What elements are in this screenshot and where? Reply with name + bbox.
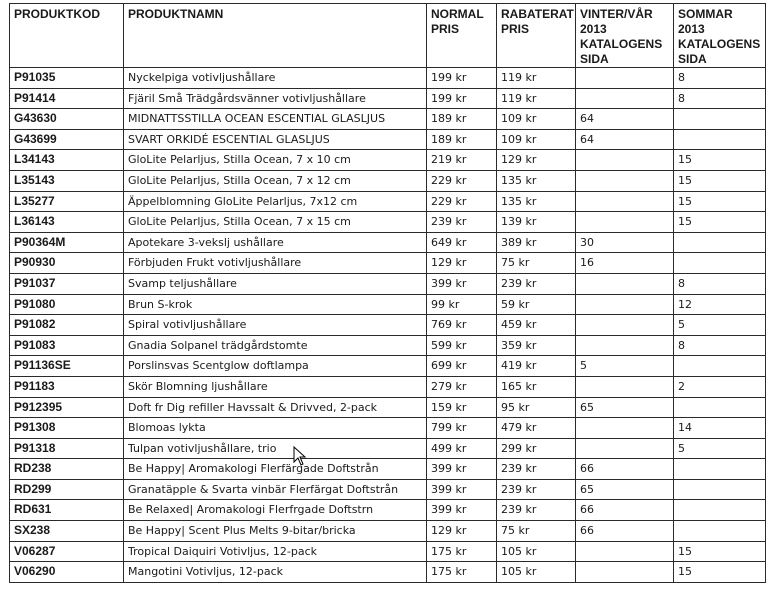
summer-page-cell <box>674 232 766 253</box>
discounted-price-cell: 165 kr <box>497 376 576 397</box>
product-code-cell: G43630 <box>10 109 124 130</box>
winter-page-cell: 65 <box>576 479 674 500</box>
winter-page-cell <box>576 273 674 294</box>
discounted-price-cell: 389 kr <box>497 232 576 253</box>
winter-page-cell <box>576 212 674 233</box>
summer-page-cell: 14 <box>674 418 766 439</box>
table-row <box>10 521 766 542</box>
product-code-cell: P91318 <box>10 438 124 459</box>
discounted-price-cell: 299 kr <box>497 438 576 459</box>
winter-page-cell: 5 <box>576 356 674 377</box>
table-row <box>10 562 766 583</box>
product-name-cell: Be Relaxed| Aromakologi Flerfrgade Doftstrn <box>124 500 427 521</box>
normal-price-cell: 499 kr <box>427 438 497 459</box>
summer-page-cell <box>674 479 766 500</box>
product-code-cell: L35277 <box>10 191 124 212</box>
winter-page-cell <box>576 376 674 397</box>
product-name-cell: Svamp teljushållare <box>124 273 427 294</box>
product-name-cell: Apotekare 3-vekslj ushållare <box>124 232 427 253</box>
header-winter-spring-page: VINTER/VÅR 2013 KATALOGENS SIDA <box>576 4 674 68</box>
table-row <box>10 129 766 150</box>
winter-page-cell <box>576 418 674 439</box>
product-table <box>9 3 766 583</box>
table-row <box>10 191 766 212</box>
product-name-cell: Brun S-krok <box>124 294 427 315</box>
summer-page-cell: 15 <box>674 191 766 212</box>
normal-price-cell: 399 kr <box>427 479 497 500</box>
discounted-price-cell: 75 kr <box>497 253 576 274</box>
product-code-cell: P91083 <box>10 335 124 356</box>
product-name-cell: Gnadia Solpanel trädgårdstomte <box>124 335 427 356</box>
winter-page-cell: 66 <box>576 459 674 480</box>
product-name-cell: Fjäril Små Trädgårdsvänner votivljushållare <box>124 88 427 109</box>
product-name-cell: Be Happy| Aromakologi Flerfärgade Doftstrån <box>124 459 427 480</box>
normal-price-cell: 189 kr <box>427 109 497 130</box>
winter-page-cell: 16 <box>576 253 674 274</box>
header-row <box>10 4 766 68</box>
product-code-cell: RD299 <box>10 479 124 500</box>
winter-page-cell: 66 <box>576 521 674 542</box>
product-name-cell: Spiral votivljushållare <box>124 315 427 336</box>
normal-price-cell: 229 kr <box>427 170 497 191</box>
product-name-cell: Blomoas lykta <box>124 418 427 439</box>
normal-price-cell: 599 kr <box>427 335 497 356</box>
product-code-cell: SX238 <box>10 521 124 542</box>
summer-page-cell: 8 <box>674 273 766 294</box>
product-code-cell: P90930 <box>10 253 124 274</box>
table-row <box>10 253 766 274</box>
product-code-cell: P91414 <box>10 88 124 109</box>
summer-page-cell <box>674 356 766 377</box>
product-name-cell: GloLite Pelarljus, Stilla Ocean, 7 x 12 cm <box>124 170 427 191</box>
normal-price-cell: 159 kr <box>427 397 497 418</box>
product-code-cell: P91035 <box>10 68 124 89</box>
product-name-cell: MIDNATTSSTILLA OCEAN ESCENTIAL GLASLJUS <box>124 109 427 130</box>
winter-page-cell <box>576 191 674 212</box>
table-row <box>10 500 766 521</box>
summer-page-cell: 12 <box>674 294 766 315</box>
table-row <box>10 418 766 439</box>
winter-page-cell <box>576 294 674 315</box>
table-row <box>10 335 766 356</box>
normal-price-cell: 239 kr <box>427 212 497 233</box>
discounted-price-cell: 459 kr <box>497 315 576 336</box>
discounted-price-cell: 239 kr <box>497 479 576 500</box>
normal-price-cell: 229 kr <box>427 191 497 212</box>
product-name-cell: SVART ORKIDÉ ESCENTIAL GLASLJUS <box>124 129 427 150</box>
normal-price-cell: 175 kr <box>427 562 497 583</box>
discounted-price-cell: 105 kr <box>497 562 576 583</box>
normal-price-cell: 189 kr <box>427 129 497 150</box>
summer-page-cell <box>674 253 766 274</box>
summer-page-cell: 15 <box>674 562 766 583</box>
summer-page-cell: 8 <box>674 88 766 109</box>
product-name-cell: Porslinsvas Scentglow doftlampa <box>124 356 427 377</box>
discounted-price-cell: 59 kr <box>497 294 576 315</box>
product-name-cell: Nyckelpiga votivljushållare <box>124 68 427 89</box>
product-name-cell: Tulpan votivljushållare, trio <box>124 438 427 459</box>
summer-page-cell <box>674 459 766 480</box>
table-row <box>10 459 766 480</box>
product-name-cell: Doft fr Dig refiller Havssalt & Drivved, 2-pack <box>124 397 427 418</box>
normal-price-cell: 399 kr <box>427 459 497 480</box>
product-code-cell: P91082 <box>10 315 124 336</box>
table-row <box>10 212 766 233</box>
normal-price-cell: 399 kr <box>427 273 497 294</box>
header-product-code: PRODUKTKOD <box>10 4 124 68</box>
product-code-cell: RD238 <box>10 459 124 480</box>
table-row <box>10 109 766 130</box>
product-name-cell: Äppelblomning GloLite Pelarljus, 7x12 cm <box>124 191 427 212</box>
winter-page-cell: 64 <box>576 129 674 150</box>
discounted-price-cell: 139 kr <box>497 212 576 233</box>
normal-price-cell: 99 kr <box>427 294 497 315</box>
winter-page-cell <box>576 562 674 583</box>
table-body <box>10 68 766 583</box>
product-name-cell: Tropical Daiquiri Votivljus, 12-pack <box>124 541 427 562</box>
normal-price-cell: 219 kr <box>427 150 497 171</box>
discounted-price-cell: 109 kr <box>497 129 576 150</box>
product-code-cell: L35143 <box>10 170 124 191</box>
normal-price-cell: 769 kr <box>427 315 497 336</box>
product-name-cell: Förbjuden Frukt votivljushållare <box>124 253 427 274</box>
discounted-price-cell: 479 kr <box>497 418 576 439</box>
header-discounted-price: RABATERAT PRIS <box>497 4 576 68</box>
normal-price-cell: 699 kr <box>427 356 497 377</box>
table-row <box>10 294 766 315</box>
table-row <box>10 150 766 171</box>
summer-page-cell: 8 <box>674 68 766 89</box>
discounted-price-cell: 239 kr <box>497 459 576 480</box>
product-code-cell: G43699 <box>10 129 124 150</box>
normal-price-cell: 279 kr <box>427 376 497 397</box>
product-code-cell: P91308 <box>10 418 124 439</box>
product-name-cell: Granatäpple & Svarta vinbär Flerfärgat Doftstrån <box>124 479 427 500</box>
summer-page-cell: 15 <box>674 212 766 233</box>
summer-page-cell: 15 <box>674 150 766 171</box>
winter-page-cell <box>576 541 674 562</box>
summer-page-cell: 15 <box>674 170 766 191</box>
product-code-cell: P90364M <box>10 232 124 253</box>
summer-page-cell <box>674 109 766 130</box>
product-code-cell: P91037 <box>10 273 124 294</box>
normal-price-cell: 129 kr <box>427 521 497 542</box>
normal-price-cell: 649 kr <box>427 232 497 253</box>
table-row <box>10 68 766 89</box>
table-row <box>10 170 766 191</box>
summer-page-cell: 5 <box>674 438 766 459</box>
header-product-name: PRODUKTNAMN <box>124 4 427 68</box>
summer-page-cell: 8 <box>674 335 766 356</box>
summer-page-cell: 5 <box>674 315 766 336</box>
product-code-cell: V06287 <box>10 541 124 562</box>
product-code-cell: P912395 <box>10 397 124 418</box>
discounted-price-cell: 129 kr <box>497 150 576 171</box>
table-row <box>10 356 766 377</box>
table-row <box>10 541 766 562</box>
product-code-cell: L34143 <box>10 150 124 171</box>
winter-page-cell: 64 <box>576 109 674 130</box>
product-name-cell: GloLite Pelarljus, Stilla Ocean, 7 x 10 cm <box>124 150 427 171</box>
winter-page-cell: 30 <box>576 232 674 253</box>
winter-page-cell <box>576 335 674 356</box>
summer-page-cell: 2 <box>674 376 766 397</box>
product-name-cell: Be Happy| Scent Plus Melts 9-bitar/bricka <box>124 521 427 542</box>
product-name-cell: Mangotini Votivljus, 12-pack <box>124 562 427 583</box>
winter-page-cell <box>576 68 674 89</box>
discounted-price-cell: 119 kr <box>497 68 576 89</box>
winter-page-cell: 66 <box>576 500 674 521</box>
discounted-price-cell: 239 kr <box>497 500 576 521</box>
summer-page-cell <box>674 397 766 418</box>
winter-page-cell <box>576 438 674 459</box>
winter-page-cell <box>576 315 674 336</box>
summer-page-cell <box>674 500 766 521</box>
summer-page-cell: 15 <box>674 541 766 562</box>
header-normal-price: NORMAL PRIS <box>427 4 497 68</box>
normal-price-cell: 175 kr <box>427 541 497 562</box>
discounted-price-cell: 109 kr <box>497 109 576 130</box>
table-row <box>10 479 766 500</box>
product-code-cell: P91183 <box>10 376 124 397</box>
discounted-price-cell: 75 kr <box>497 521 576 542</box>
product-name-cell: Skör Blomning ljushållare <box>124 376 427 397</box>
table-row <box>10 376 766 397</box>
normal-price-cell: 129 kr <box>427 253 497 274</box>
product-name-cell: GloLite Pelarljus, Stilla Ocean, 7 x 15 cm <box>124 212 427 233</box>
product-code-cell: V06290 <box>10 562 124 583</box>
discounted-price-cell: 359 kr <box>497 335 576 356</box>
product-code-cell: RD631 <box>10 500 124 521</box>
product-code-cell: L36143 <box>10 212 124 233</box>
table-row <box>10 273 766 294</box>
mouse-pointer-icon <box>293 446 307 466</box>
discounted-price-cell: 239 kr <box>497 273 576 294</box>
header-summer-page: SOMMAR 2013 KATALOGENS SIDA <box>674 4 766 68</box>
discounted-price-cell: 135 kr <box>497 191 576 212</box>
product-code-cell: P91136SE <box>10 356 124 377</box>
normal-price-cell: 799 kr <box>427 418 497 439</box>
table-row <box>10 88 766 109</box>
winter-page-cell <box>576 150 674 171</box>
product-code-cell: P91080 <box>10 294 124 315</box>
table-row <box>10 232 766 253</box>
table-row <box>10 315 766 336</box>
table-row <box>10 438 766 459</box>
discounted-price-cell: 95 kr <box>497 397 576 418</box>
discounted-price-cell: 135 kr <box>497 170 576 191</box>
normal-price-cell: 399 kr <box>427 500 497 521</box>
summer-page-cell <box>674 521 766 542</box>
table-row <box>10 397 766 418</box>
normal-price-cell: 199 kr <box>427 88 497 109</box>
discounted-price-cell: 419 kr <box>497 356 576 377</box>
winter-page-cell <box>576 88 674 109</box>
discounted-price-cell: 119 kr <box>497 88 576 109</box>
normal-price-cell: 199 kr <box>427 68 497 89</box>
discounted-price-cell: 105 kr <box>497 541 576 562</box>
summer-page-cell <box>674 129 766 150</box>
winter-page-cell: 65 <box>576 397 674 418</box>
winter-page-cell <box>576 170 674 191</box>
